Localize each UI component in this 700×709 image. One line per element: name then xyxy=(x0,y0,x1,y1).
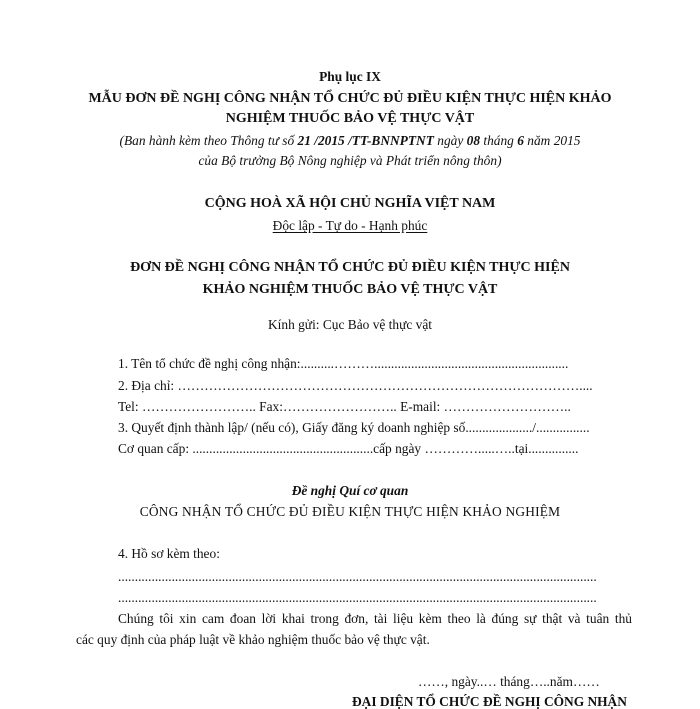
issuance-text-1: (Ban hành kèm theo Thông tư số xyxy=(119,133,298,148)
addressee: Kính gửi: Cục Bảo vệ thực vật xyxy=(267,317,432,332)
attachments-line1[interactable]: ............................................................................................................................................... xyxy=(118,570,597,584)
field-address[interactable]: 2. Địa chỉ: ……………………………………………………………………………….... xyxy=(118,378,593,393)
commitment-line2: các quy định của pháp luật về khảo nghiệm thuốc bảo vệ thực vật. xyxy=(76,632,430,647)
signer-title: ĐẠI DIỆN TỔ CHỨC ĐỀ NGHỊ CÔNG NHẬN xyxy=(352,694,627,709)
attachments-line2[interactable]: ............................................................................................................................................... xyxy=(118,591,597,605)
field-org-name[interactable]: 1. Tên tổ chức đề nghị công nhận:..........……….......................................................... xyxy=(118,356,569,371)
issuance-text-3: tháng xyxy=(480,133,518,148)
request-body: CÔNG NHẬN TỔ CHỨC ĐỦ ĐIỀU KIỆN THỰC HIỆN KHẢO NGHIỆM xyxy=(139,504,561,519)
country-name: CỘNG HOÀ XÃ HỘI CHỦ NGHĨA VIỆT NAM xyxy=(204,196,496,211)
attachments-label: 4. Hồ sơ kèm theo: xyxy=(118,546,220,561)
signature-date[interactable]: ……, ngày..… tháng…..năm…… xyxy=(418,674,600,689)
commitment-line1: Chúng tôi xin cam đoan lời khai trong đơn, tài liệu kèm theo là đúng sự thật và tuân thủ xyxy=(118,611,632,626)
field-issuer[interactable]: Cơ quan cấp: ......................................................cấp ngày ………….....…..tại............... xyxy=(118,441,579,456)
field-contact[interactable]: Tel: …………………….. Fax:…………………….. E-mail: ……………………….. xyxy=(118,399,571,414)
issuance-text-2: ngày xyxy=(433,133,467,148)
motto-wrap xyxy=(0,219,700,232)
request-heading: Đề nghị Quí cơ quan xyxy=(291,483,409,498)
issuance-note-line1 xyxy=(0,134,700,147)
issuance-day: 08 xyxy=(466,133,481,148)
field-decision[interactable]: 3. Quyết định thành lập/ (nếu có), Giấy đăng ký doanh nghiệp số..................../................ xyxy=(118,420,590,435)
form-title-line2: KHẢO NGHIỆM THUỐC BẢO VỆ THỰC VẬT xyxy=(202,282,498,297)
appendix-title-line1: MẪU ĐƠN ĐỀ NGHỊ CÔNG NHẬN TỔ CHỨC ĐỦ ĐIỀU KIỆN THỰC HIỆN KHẢO xyxy=(88,91,612,106)
issuance-text-4: năm 2015 xyxy=(523,133,581,148)
circular-number: 21 /2015 /TT-BNNPTNT xyxy=(297,133,434,148)
national-motto: Độc lập - Tự do - Hạnh phúc xyxy=(272,218,428,233)
appendix-title-line2: NGHIỆM THUỐC BẢO VỆ THỰC VẬT xyxy=(225,111,475,126)
issuance-note-line2: của Bộ trưởng Bộ Nông nghiệp và Phát triển nông thôn) xyxy=(198,153,502,168)
form-title-line1: ĐƠN ĐỀ NGHỊ CÔNG NHẬN TỔ CHỨC ĐỦ ĐIỀU KIỆN THỰC HIỆN xyxy=(130,260,570,275)
issuance-month: 6 xyxy=(517,133,524,148)
appendix-label: Phụ lục IX xyxy=(319,69,381,84)
